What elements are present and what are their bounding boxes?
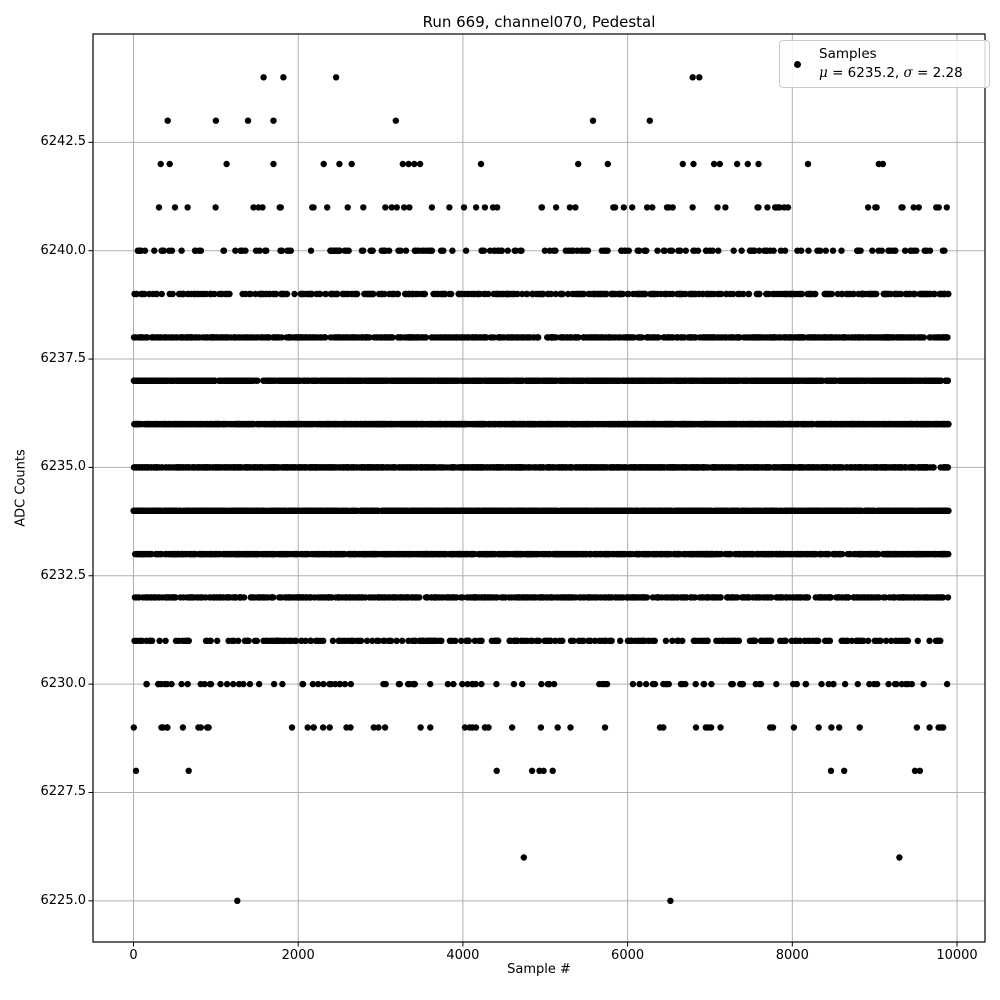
y-tick-label: 6230.0 (40, 676, 86, 692)
data-points (130, 74, 951, 904)
y-tick-label: 6225.0 (40, 892, 86, 908)
y-tick-label: 6242.5 (40, 134, 86, 150)
grid-lines (93, 34, 985, 942)
sigma-symbol: σ (903, 65, 913, 81)
tick-marks (89, 142, 958, 946)
y-tick-label: 6240.0 (40, 242, 86, 258)
x-tick-label: 10000 (936, 948, 978, 963)
y-axis-label: ADC Counts (13, 449, 29, 527)
mu-value: = 6235.2, (827, 65, 904, 81)
y-tick-label: 6232.5 (40, 567, 86, 583)
x-tick-label: 8000 (775, 948, 809, 963)
y-tick-label: 6235.0 (40, 459, 86, 475)
axes-frame (93, 34, 985, 942)
legend-text (819, 45, 963, 83)
sigma-value: = 2.28 (912, 65, 963, 81)
mu-symbol: μ (819, 65, 828, 81)
x-tick-label: 0 (129, 948, 138, 963)
legend-label-stats (819, 64, 963, 83)
legend-label-samples: Samples (819, 46, 877, 62)
chart-title: Run 669, channel070, Pedestal (422, 13, 656, 31)
y-tick-label: 6237.5 (40, 351, 86, 367)
x-tick-label: 6000 (611, 948, 645, 963)
y-tick-label: 6227.5 (40, 784, 86, 800)
x-tick-label: 4000 (446, 948, 480, 963)
samples-marker-icon (794, 61, 801, 68)
x-tick-label: 2000 (281, 948, 315, 963)
x-axis-label: Sample # (507, 962, 571, 977)
legend (779, 40, 990, 88)
